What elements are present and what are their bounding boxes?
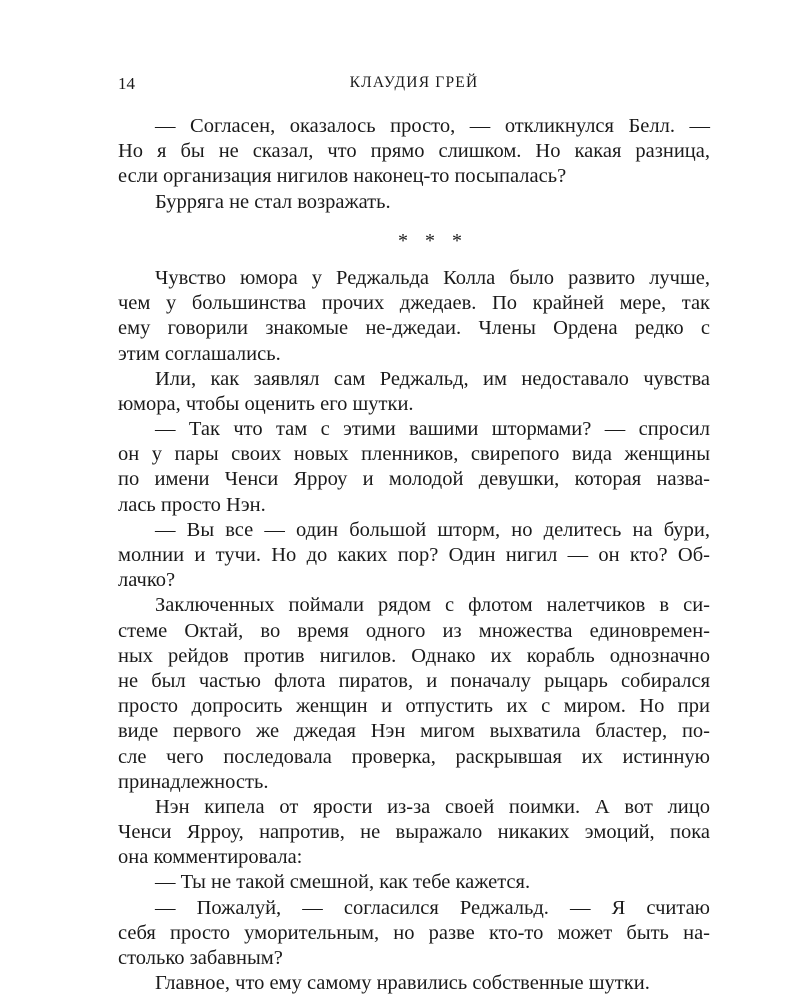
text-line: Нэн кипела от ярости из-за своей поимки. А вот лицо (155, 795, 710, 818)
text-line: молнии и тучи. Но до каких пор? Один нигил — он кто? Об- (118, 544, 710, 566)
text-line: юмора, чтобы оценить его шутки. (118, 392, 414, 415)
running-head (118, 74, 710, 100)
text-line: — Так что там с этими вашими штормами? — спросил (155, 418, 710, 441)
text-line: Чувство юмора у Реджальда Колла было развито лучше, (155, 266, 710, 289)
page-number: 14 (118, 74, 135, 93)
text-line: просто допросить женщин и отпустить их с миром. Но при (118, 695, 710, 718)
text-line: лась просто Нэн. (118, 493, 266, 516)
text-line: — Вы все — один большой шторм, но делитесь на бури, (155, 518, 710, 541)
text-line: столько забавным? (118, 947, 283, 969)
text-line: ему говорили знакомые не-джедаи. Члены Ордена редко с (118, 317, 710, 340)
running-title: КЛАУДИЯ ГРЕЙ (349, 74, 479, 91)
text-line: виде первого же джедая Нэн мигом выхватила бластер, по- (118, 720, 710, 743)
text-line: чем у большинства прочих джедаев. По крайней мере, так (118, 292, 710, 315)
text-line: если организация нигилов наконец-то посыпалась? (118, 165, 567, 188)
text-line: Ченси Ярроу, напротив, не выражало никаких эмоций, пока (118, 821, 710, 844)
text-line: стеме Октай, во время одного из множества единовремен- (118, 619, 710, 642)
text-line: сле чего последовала проверка, раскрывшая их истинную (118, 745, 710, 768)
text-line: Но я бы не сказал, что прямо слишком. Но какая разница, (118, 140, 710, 163)
text-line: — Пожалуй, — согласился Реджальд. — Я считаю (155, 896, 710, 919)
text-line: Бурряга не стал возражать. (155, 190, 391, 213)
text-line: — Ты не такой смешной, как тебе кажется. (155, 871, 531, 894)
text-line: лачко? (118, 569, 176, 592)
text-line: — Согласен, оказалось просто, — откликнулся Белл. — (155, 115, 710, 137)
text-line: он у пары своих новых пленников, свирепого вида женщины (118, 443, 710, 466)
text-line: не был частью флота пиратов, и поначалу рыцарь собирался (118, 669, 710, 692)
text-line: Заключенных поймали рядом с флотом налетчиков в си- (155, 594, 710, 617)
text-line: ных рейдов против нигилов. Однако их корабль однозначно (118, 644, 710, 667)
text-line: Или, как заявлял сам Реджальд, им недоставало чувства (155, 367, 710, 390)
text-line: Главное, что ему самому нравились собственные шутки. (155, 972, 650, 995)
body-text (118, 114, 710, 996)
text-line: себя просто уморительным, но разве кто-то может быть на- (118, 921, 710, 944)
text-line: принадлежность. (118, 770, 269, 793)
text-line: она комментировала: (118, 846, 303, 869)
text-line: этим соглашались. (118, 342, 281, 365)
text-line: по имени Ченси Ярроу и молодой девушки, которая назва- (118, 468, 710, 491)
section-separator: * * * (398, 229, 468, 252)
